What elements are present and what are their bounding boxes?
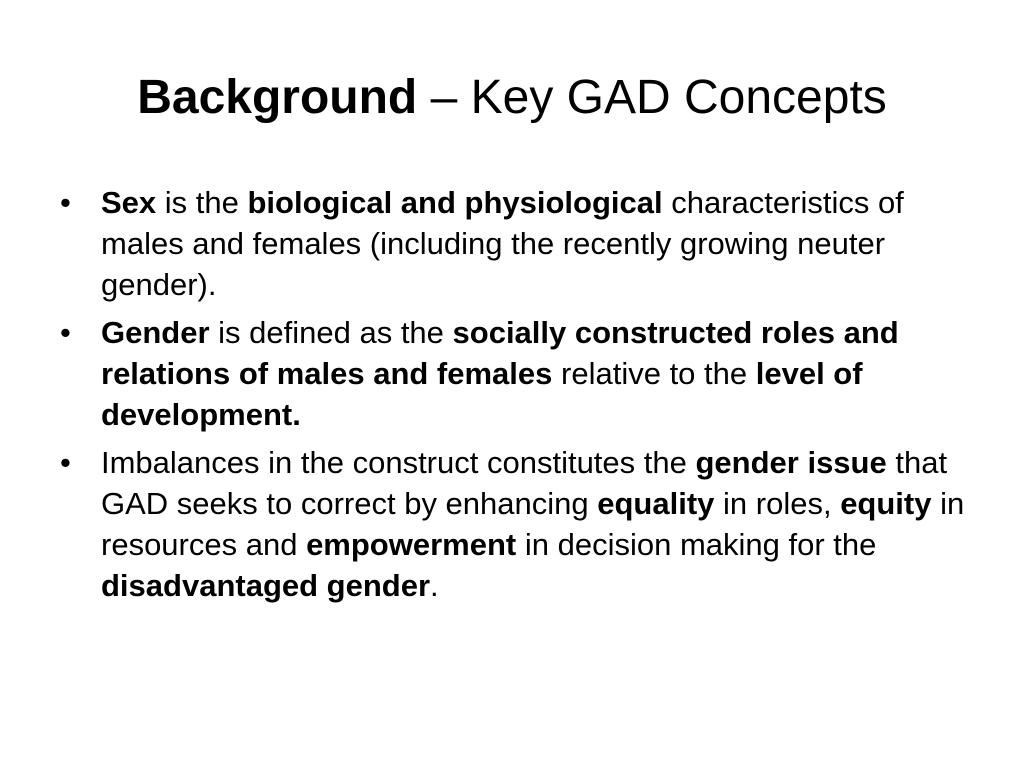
bullet-item-gender — [60, 312, 970, 435]
bullet-text-segment: characteristics of males and females (including the recently growing neuter gender). — [101, 185, 904, 302]
bullet-text-segment: level of development. — [101, 356, 863, 432]
bullet-text-segment: in decision making for the — [516, 527, 877, 562]
bullet-icon: • — [60, 445, 71, 480]
bullet-text-segment: gender issue — [695, 445, 887, 480]
bullet-item-sex — [60, 182, 970, 305]
bullet-text-segment: disadvantaged gender — [101, 568, 431, 603]
bullet-list — [60, 182, 970, 613]
slide-title — [0, 70, 1024, 126]
bullet-icon: • — [60, 185, 71, 220]
bullet-text-segment: Sex — [101, 185, 157, 220]
bullet-text-segment: relative to the — [552, 356, 756, 391]
slide-title-rest: – Key GAD Concepts — [417, 71, 887, 124]
bullet-text-segment: empowerment — [306, 527, 517, 562]
bullet-icon: • — [60, 315, 71, 350]
bullet-text-segment: in roles, — [714, 486, 841, 521]
bullet-text-segment: Imbalances in the construct constitutes the — [101, 445, 696, 480]
bullet-text-segment: is the — [156, 185, 248, 220]
bullet-text-segment: equity — [840, 486, 932, 521]
bullet-text-segment: . — [430, 568, 439, 603]
slide-title-bold: Background — [137, 71, 418, 124]
bullet-text-segment: in resources and — [101, 486, 965, 562]
bullet-text-segment: Gender — [101, 315, 210, 350]
bullet-text-segment: biological and physiological — [247, 185, 663, 220]
bullet-text-segment: equality — [597, 486, 715, 521]
bullet-text-segment: socially constructed roles and relations of males and females — [101, 315, 899, 391]
bullet-text-segment: is defined as the — [209, 315, 453, 350]
bullet-text-segment: that GAD seeks to correct by enhancing — [101, 445, 948, 521]
bullet-item-imbalances — [60, 442, 970, 606]
